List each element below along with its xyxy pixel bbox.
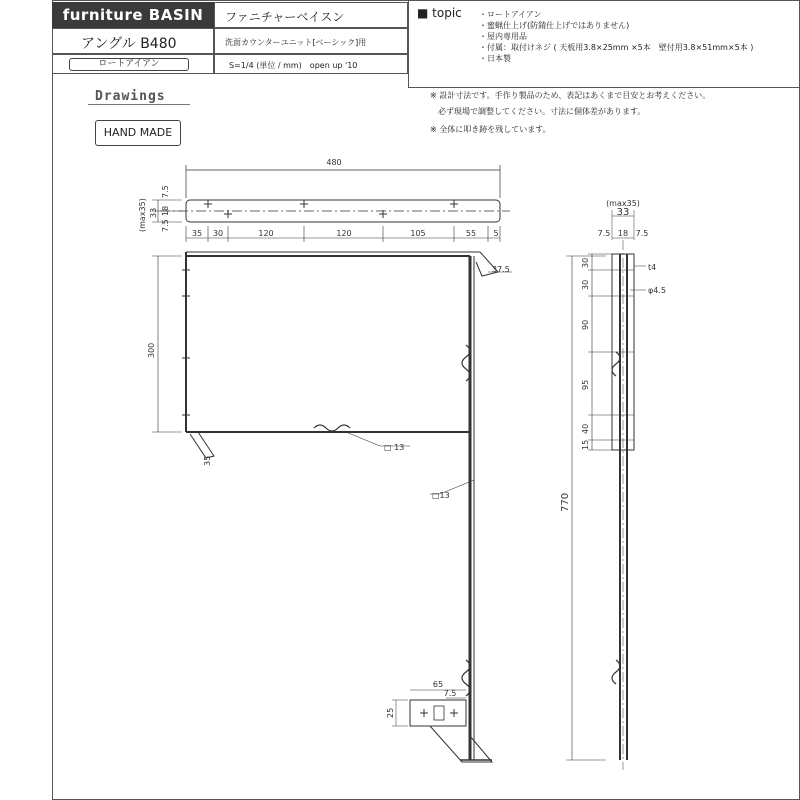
dim-side-hole: 30 <box>581 257 590 268</box>
dim-plate-18: 18 <box>161 205 170 216</box>
dim-side-hole: 15 <box>581 439 590 450</box>
topic-item: ・屋内専用品 <box>479 32 527 41</box>
dim-side-hole: 40 <box>581 423 590 434</box>
dim-square-brace: □ 13 <box>384 443 405 452</box>
drawings-title: Drawings <box>95 89 166 104</box>
dim-side-33: 33 <box>616 207 630 218</box>
dim-corner: 37.5 <box>492 265 510 274</box>
topic-item: ・ロートアイアン <box>479 10 542 19</box>
dim-thickness: t4 <box>648 263 657 272</box>
dim-plate-max: (max35) <box>138 198 147 232</box>
note-line: ※ 全体に叩き跡を残しています。 <box>430 125 551 134</box>
dim-side-7-5b: 7.5 <box>635 229 649 238</box>
dim-plate-7-5b: 7.5 <box>161 219 170 232</box>
dim-foot-65: 65 <box>432 680 444 689</box>
dim-side-hole: 95 <box>581 379 590 390</box>
dim-top-width: 480 <box>326 158 342 167</box>
purpose-text: 洗面カウンターユニット[ベーシック]用 <box>225 38 367 47</box>
dim-foot-25: 25 <box>386 707 395 718</box>
dim-hole: φ4.5 <box>648 286 666 295</box>
topic-item: ・日本製 <box>479 54 511 63</box>
dim-spacing: 35 <box>191 229 203 238</box>
plate-screw-holes <box>204 200 458 218</box>
topic-item: ・蜜蝋仕上げ(防錆仕上げではありません) <box>479 21 630 30</box>
dim-square-leg: □13 <box>432 491 450 500</box>
dim-side-hole: 90 <box>581 319 590 330</box>
model-name: アングル B480 <box>81 36 177 52</box>
twist-brace <box>314 425 350 431</box>
dim-side-7-5a: 7.5 <box>597 229 611 238</box>
scale-text: S=1/4 (単位 / mm) open up '10 <box>229 61 358 70</box>
dim-brace: 35 <box>203 455 212 466</box>
note-line: ※ 設計寸法です。手作り製品のため、表記はあくまで目安とお考えください。 <box>430 91 711 100</box>
dim-spacing: 120 <box>258 229 274 238</box>
dim-side-18: 18 <box>617 229 629 238</box>
dim-plate-33: 33 <box>149 207 158 218</box>
topic-label: ■ topic <box>417 6 462 20</box>
dim-plate-7-5a: 7.5 <box>161 185 170 198</box>
hand-made-badge: HAND MADE <box>95 120 181 146</box>
dim-side-hole: 30 <box>581 279 590 290</box>
note-line: 必ず現場で調整してください。寸法に個体差があります。 <box>438 107 646 116</box>
dim-spacing: 30 <box>212 229 224 238</box>
dim-height-770: 770 <box>560 492 571 512</box>
dim-spacing: 120 <box>336 229 352 238</box>
bracket-frame <box>186 252 474 760</box>
dim-spacing: 5 <box>493 229 499 238</box>
dim-spacing: 105 <box>410 229 426 238</box>
side-view <box>612 240 634 770</box>
dim-spacing: 55 <box>465 229 477 238</box>
topic-item: ・付属：取付けネジ ( 天板用3.8×25mm ×5本 壁付用3.8×51mm×5本 ) <box>479 43 754 52</box>
material-badge: ロートアイアン <box>69 58 189 71</box>
series-name: ファニチャーベイスン <box>225 10 345 24</box>
dim-foot-7-5: 7.5 <box>443 689 457 698</box>
dim-height-300: 300 <box>147 342 156 358</box>
dim-side-max: (max35) <box>606 199 640 208</box>
brand-title: furniture BASIN <box>52 2 214 28</box>
